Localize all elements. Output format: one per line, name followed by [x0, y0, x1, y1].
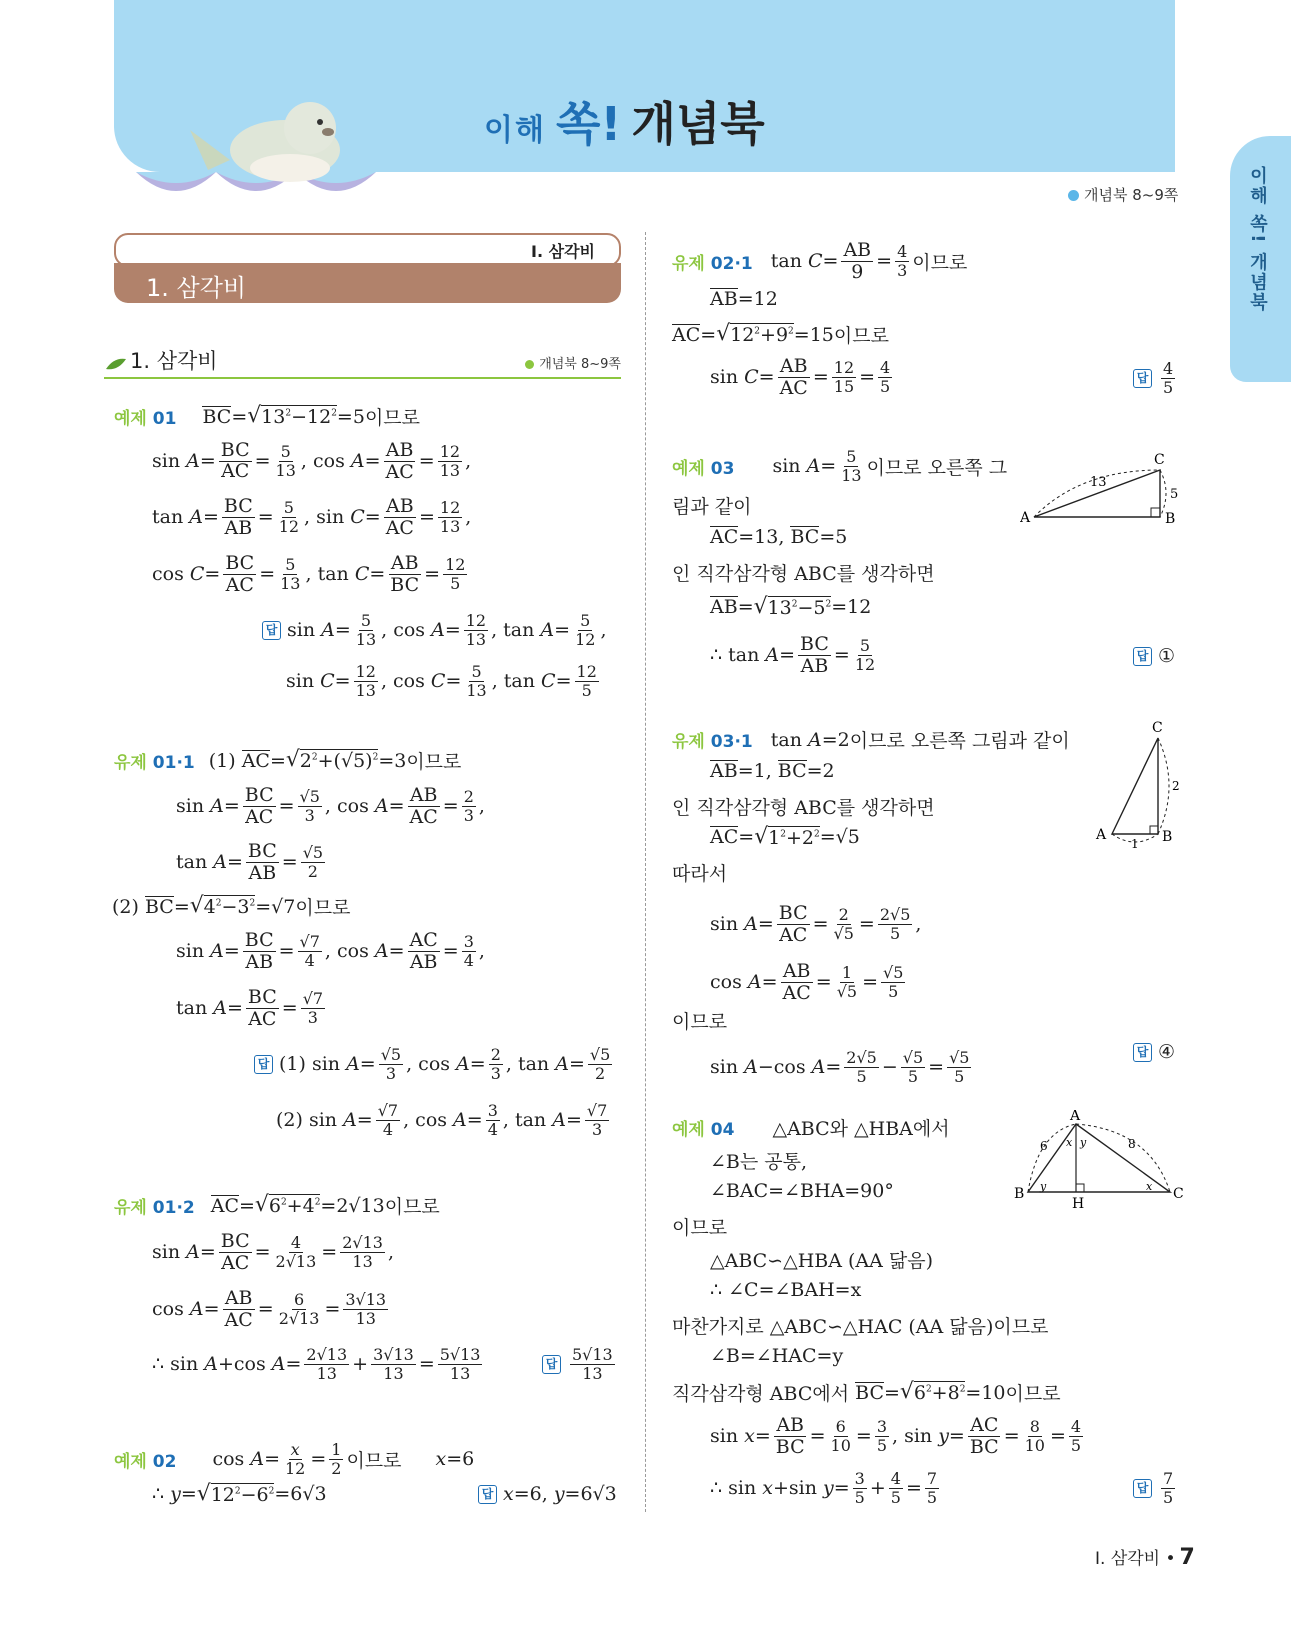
exercise-01-1-line5: sin A = $\frac{BC}{AB}$ = $\frac{√7}{4}$ , cos A = $\frac{AC}{AB}$ = $\frac{3}{4}$ ,	[176, 929, 485, 973]
leaf-icon	[104, 353, 128, 373]
text-ex03c: 인 직각삼각형 ABC를 생각하면	[672, 563, 935, 585]
exercise-01-1-line2: sin A = $\frac{BC}{AC}$ = $\frac{√5}{3}$ , cos A = $\frac{AB}{AC}$ = $\frac{2}{3}$ ,	[176, 784, 485, 828]
vertex-c: C	[1173, 1186, 1184, 1202]
example-01-answer1: 답 sin A = $\frac{5}{13}$ , cos A = $\frac{12}{13}$ , tan A = $\frac{5}{12}$ ,	[262, 612, 606, 648]
text-imeuro: 이므로	[672, 1217, 728, 1239]
text-ex04g: ∠B=∠HAC=y	[710, 1345, 844, 1367]
side-label-13: 13	[1090, 475, 1107, 490]
text-ex03b: 림과 같이	[672, 496, 752, 518]
exercise-01-2-label	[114, 1193, 195, 1218]
angle-x-c: x	[1146, 1180, 1153, 1193]
vertex-c: C	[1152, 720, 1163, 736]
vertex-b: B	[1165, 511, 1176, 527]
exercise-01-1-line1: 유제 01·1 (1) AC = √ $2^2+(√5)^2$ =3 이므로	[114, 747, 462, 773]
exercise-03-1-line3	[672, 793, 935, 820]
example-02-answer: 답 x =6, y =6√3	[478, 1483, 617, 1505]
bullet-dot-icon	[1068, 190, 1079, 201]
section-title: 1. 삼각비	[146, 274, 247, 302]
example-04-line6	[710, 1279, 861, 1301]
label-number: 04	[710, 1120, 735, 1140]
text-ex04b: ∠B는 공통,	[710, 1151, 808, 1173]
answer-mark: 답	[1133, 647, 1152, 666]
vertex-b: B	[1014, 1186, 1025, 1202]
footer-chapter: I. 삼각비	[1095, 1549, 1161, 1569]
exercise-01-1-answer1: 답 (1) sin A = $\frac{√5}{3}$ , cos A = $\frac{2}{3}$ , tan A = $\frac{√5}{2}$	[254, 1046, 615, 1082]
example-04-line11: ∴ sin x +sin y = $\frac{3}{5}$ + $\frac{4}{5}$ = $\frac{7}{5}$	[710, 1469, 938, 1507]
label-kind: 유제	[672, 253, 705, 274]
example-03-line6: ∴ tan A = $\frac{BC}{AB}$ = $\frac{5}{12}$	[710, 633, 876, 677]
vertex-c: C	[1154, 452, 1165, 468]
exercise-01-2-line3: cos A = $\frac{AB}{AC}$ = $\frac{6}{2√13}$ = $\frac{3√13}{13}$	[152, 1287, 387, 1331]
text-ex04e: ∴ ∠C=∠BAH=x	[710, 1279, 862, 1301]
example-03-line2	[672, 492, 751, 519]
exercise-03-1-triangle-figure	[1090, 718, 1190, 848]
example-04-line2	[710, 1147, 807, 1174]
side-label-1: 1	[1131, 837, 1139, 848]
answer-mark: 답	[542, 1355, 561, 1374]
text-imeuro: 이므로	[384, 1196, 440, 1218]
exercise-01-2-line1: 유제 01·2 AC = √ $6^2+4^2$ =2√13 이므로	[114, 1192, 440, 1218]
example-02-label	[114, 1447, 176, 1472]
subsection-title: 1. 삼각비	[130, 349, 218, 373]
exercise-01-2-line4: ∴ sin A +cos A = $\frac{2√13}{13}$ + $\frac{3√13}{13}$ = $\frac{5√13}{13}$	[152, 1345, 481, 1383]
section-header-box	[114, 233, 621, 267]
subsection-heading	[104, 345, 621, 379]
exercise-02-1-label	[672, 249, 753, 274]
exercise-03-1-line7: cos A = $\frac{AB}{AC}$ = $\frac{1}{√5}$ = $\frac{√5}{5}$	[710, 960, 904, 1004]
example-04-line10: sin x = $\frac{AB}{BC}$ = $\frac{6}{10}$ = $\frac{3}{5}$ , sin y = $\frac{AC}{BC}$ = $\frac{8}{10}$ = $\frac{4}{5}$	[710, 1414, 1082, 1458]
header-title-main: 개념북	[631, 97, 765, 151]
label-kind: 유제	[114, 753, 147, 773]
text-ex04a: △ABC와 △HBA에서	[772, 1118, 950, 1140]
label-kind: 예제	[672, 1120, 705, 1140]
exercise-01-1-line3: tan A = $\frac{BC}{AB}$ = $\frac{√5}{2}$	[176, 840, 324, 884]
side-tab-label: 이해 쏙! 개념북	[1247, 166, 1268, 313]
vertex-a: A	[1070, 1110, 1081, 1124]
label-kind: 예제	[672, 458, 705, 479]
section-title-bar	[114, 263, 621, 303]
vertex-a: A	[1020, 510, 1031, 526]
exercise-03-1-line5	[672, 859, 727, 886]
exercise-03-1-line9: sin A −cos A = $\frac{2√5}{5}$ − $\frac{√5}{5}$ = $\frac{√5}{5}$	[710, 1048, 970, 1086]
exercise-02-1-line2: AB =12	[710, 288, 778, 311]
text-imeuro: 이므로	[1005, 1383, 1061, 1405]
example-02-line1: 예제 02 cos A = $\frac{x}{12}$ = $\frac{1}{2}$ 이므로 x=6	[114, 1440, 475, 1478]
exercise-02-1-line1: 유제 02·1 tan C = $\frac{AB}{9}$ = $\frac{4}{3}$ 이므로	[672, 239, 968, 283]
example-01-label	[114, 404, 176, 429]
column-divider	[645, 232, 646, 1512]
exercise-01-1-line6: tan A = $\frac{BC}{AC}$ = $\frac{√7}{3}$	[176, 986, 324, 1030]
answer-choice: ④	[1158, 1041, 1176, 1063]
example-03-triangle-figure	[1020, 450, 1180, 530]
example-03-line4	[672, 559, 935, 586]
example-04-line7	[672, 1312, 1048, 1339]
page-ref-text: 개념북 8~9쪽	[1084, 186, 1179, 204]
page-footer: I. 삼각비 • 7	[1095, 1545, 1195, 1570]
example-04-line5	[710, 1246, 933, 1273]
answer-mark: 답	[1133, 1479, 1152, 1498]
example-03-line5: AB = √ $13^2-5^2$ =12	[710, 594, 872, 619]
label-number: 01·2	[152, 1198, 195, 1218]
exercise-03-1-line2: AB =1, BC =2	[710, 760, 835, 783]
label-kind: 예제	[114, 1451, 147, 1472]
text-ttaraseo: 따라서	[672, 863, 728, 885]
exercise-03-1-label	[672, 727, 753, 752]
text-imeuro: 이므로	[406, 751, 462, 773]
text-ex03a: 이므로 오른쪽 그	[866, 456, 1008, 479]
example-04-answer: 답 $\frac{7}{5}$	[1133, 1470, 1178, 1506]
answer-mark: 답	[254, 1055, 273, 1074]
exercise-03-1-line8	[672, 1007, 727, 1034]
example-01-line2: sin A = $\frac{BC}{AC}$ = $\frac{5}{13}$ , cos A = $\frac{AB}{AC}$ = $\frac{12}{13}$ ,	[152, 439, 472, 483]
label-number: 02·1	[710, 253, 753, 274]
side-label-5: 5	[1170, 487, 1179, 502]
label-number: 03	[710, 458, 735, 479]
answer-mark: 답	[478, 1485, 497, 1504]
label-number: 01·1	[152, 753, 195, 773]
exercise-03-1-line4: AC = √ $1^2+2^2$ =√5	[710, 824, 860, 849]
bullet-dot-icon	[525, 360, 534, 369]
text-imeuro: 이므로	[912, 251, 968, 274]
angle-x-top: x	[1066, 1136, 1073, 1149]
vertex-b: B	[1162, 829, 1173, 845]
chapter-label: I. 삼각비	[531, 242, 595, 261]
text-imeuro: 이므로	[833, 325, 889, 347]
example-01-line3: tan A = $\frac{BC}{AB}$ = $\frac{5}{12}$ , sin C = $\frac{AB}{AC}$ = $\frac{12}{13}$ ,	[152, 495, 472, 539]
text-imeuro: 이므로	[364, 407, 420, 429]
vertex-h: H	[1072, 1196, 1085, 1210]
text-ex04d: △ABC∽△HBA (AA 닮음)	[710, 1250, 934, 1272]
exercise-01-1-line4: (2) BC = √ $4^2-3^2$ =√7 이므로	[112, 893, 351, 919]
example-01-line4: cos C = $\frac{BC}{AC}$ = $\frac{5}{13}$ , tan C = $\frac{AB}{BC}$ = $\frac{12}{5}$	[152, 552, 466, 596]
header-title-small: 이해	[484, 113, 546, 148]
vertex-a: A	[1096, 827, 1107, 843]
example-01-answer2: sin C = $\frac{12}{13}$ , cos C = $\frac{5}{13}$ , tan C = $\frac{12}{5}$	[286, 662, 597, 700]
exercise-03-1-line1: 유제 03·1 tan A =2 이므로 오른쪽 그림과 같이	[672, 726, 1070, 753]
exercise-02-1-answer: 답 $\frac{4}{5}$	[1133, 360, 1178, 396]
example-04-line4	[672, 1213, 727, 1240]
exercise-02-1-line4: sin C = $\frac{AB}{AC}$ = $\frac{12}{15}$ = $\frac{4}{5}$	[710, 355, 891, 399]
answer-mark: 답	[1133, 369, 1152, 388]
header-title	[484, 88, 765, 154]
text-ex04h: 직각삼각형 ABC에서	[672, 1383, 850, 1405]
text-u031c: 인 직각삼각형 ABC를 생각하면	[672, 797, 935, 819]
example-04-line1	[672, 1114, 950, 1141]
label-kind: 유제	[114, 1198, 147, 1218]
answer-mark: 답	[1133, 1043, 1152, 1062]
seal-mascot-icon	[190, 90, 350, 190]
side-label-8: 8	[1128, 1137, 1136, 1151]
text-ex04f: 마찬가지로 △ABC∽△HAC (AA 닮음)이므로	[672, 1316, 1049, 1338]
text-u031a: 이므로 오른쪽 그림과 같이	[849, 730, 1070, 752]
example-04-triangle-figure	[1010, 1110, 1185, 1210]
subsection-ref-text: 개념북 8~9쪽	[539, 357, 621, 372]
subsection-ref	[525, 353, 621, 372]
text-ex04c: ∠BAC=∠BHA=90°	[710, 1180, 894, 1202]
exercise-03-1-answer	[1133, 1041, 1175, 1063]
exercise-03-1-line6: sin A = $\frac{BC}{AC}$ = $\frac{2}{√5}$ = $\frac{2√5}{5}$ ,	[710, 902, 922, 946]
header-title-big: 쏙!	[555, 97, 622, 151]
answer-mark: 답	[262, 621, 281, 640]
side-label-2: 2	[1172, 779, 1180, 793]
example-04-label	[672, 1115, 734, 1140]
exercise-01-2-line2: sin A = $\frac{BC}{AC}$ = $\frac{4}{2√13}$ = $\frac{2√13}{13}$ ,	[152, 1230, 394, 1274]
text-imeuro: 이므로	[295, 897, 351, 919]
side-tab[interactable]	[1230, 136, 1291, 382]
example-04-line8	[710, 1345, 843, 1367]
example-03-line1: 예제 03 sin A = $\frac{5}{13}$ 이므로 오른쪽 그	[672, 447, 1008, 485]
example-01-line1: 예제 01 BC = √ $13^2-12^2$ =5 이므로	[114, 403, 420, 429]
example-03-line3: AC =13, BC =5	[710, 526, 848, 549]
label-kind: 예제	[114, 409, 147, 429]
label-number: 01	[152, 409, 177, 429]
page-reference-top	[1068, 184, 1178, 205]
angle-y-top: y	[1080, 1136, 1087, 1149]
label-kind: 유제	[672, 732, 705, 752]
example-03-answer	[1133, 645, 1175, 667]
example-02-line2: ∴ y = √ $12^2-6^2$ =6√3	[152, 1481, 327, 1506]
exercise-01-1-answer2: (2) sin A = $\frac{√7}{4}$ , cos A = $\frac{3}{4}$ , tan A = $\frac{√7}{3}$	[276, 1101, 608, 1139]
label-number: 03·1	[710, 732, 753, 752]
page-number: 7	[1179, 1545, 1195, 1570]
answer-choice: ①	[1158, 645, 1176, 667]
text-imeuro: 이므로	[672, 1011, 728, 1033]
example-04-line9: 직각삼각형 ABC에서 BC = √ $6^2+8^2$ =10 이므로	[672, 1379, 1061, 1405]
example-04-line3	[710, 1180, 894, 1202]
text-imeuro: 이므로	[346, 1449, 402, 1472]
exercise-01-2-answer: 답 $\frac{5√13}{13}$	[542, 1346, 618, 1382]
example-03-label	[672, 454, 734, 479]
label-number: 02	[152, 1451, 177, 1472]
side-label-6: 6	[1040, 1139, 1048, 1153]
exercise-02-1-line3: AC = √ $12^2+9^2$ =15 이므로	[672, 321, 889, 347]
angle-y-b: y	[1040, 1180, 1047, 1193]
exercise-01-1-label	[114, 748, 195, 773]
